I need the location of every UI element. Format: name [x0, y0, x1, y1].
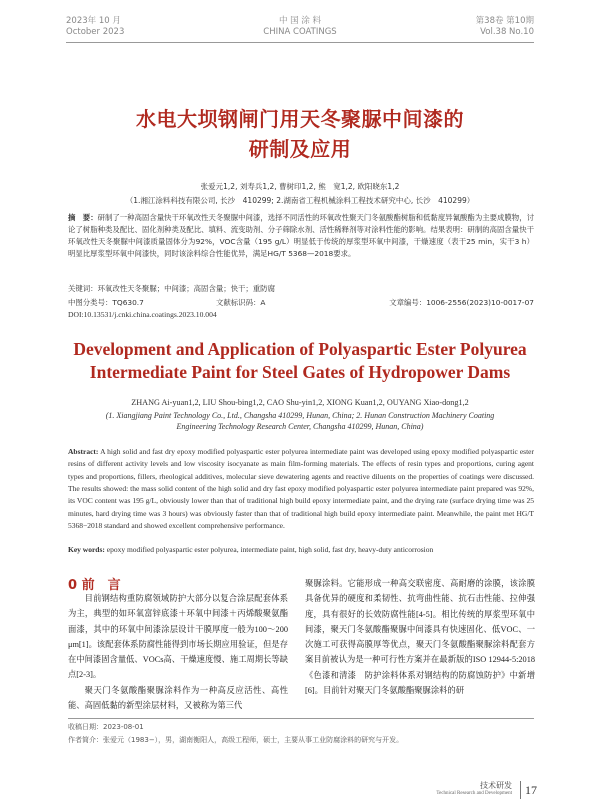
article-no-label: 文章编号：	[389, 298, 427, 307]
en-title-line2: Intermediate Paint for Steel Gates of Hydropower Dams	[89, 362, 511, 382]
cn-affiliation: （1.湘江涂料科技有限公司, 长沙 410299; 2.湖南省工程机械涂料工程技术研究中心, 长沙 410299）	[125, 196, 475, 205]
header-volume	[476, 16, 534, 38]
header-journal-en: CHINA COATINGS	[263, 27, 337, 37]
header-journal-cn: 中 国 涂 料	[278, 16, 322, 26]
clc-value: TQ630.7	[112, 298, 144, 307]
cn-title	[0, 104, 600, 164]
doc-code-field	[216, 297, 265, 308]
paragraph: 目前钢结构重防腐领域防护大部分以复合涂层配套体系为主，典型的如环氧富锌底漆＋环氧中间漆＋丙烯酸聚氨酯面漆，其中的环氧中间漆涂层设计干膜厚度一般为100～200 μm[1]。该配套体系防腐性能得到市场长期应用验证，但是存在中间漆固含量低、VOCs高、干燥速度慢、施工周期长等缺点[2-3]。	[68, 594, 288, 680]
footnote-received: 收稿日期：2023-08-01	[68, 723, 144, 731]
cn-abstract	[68, 212, 534, 260]
cn-keywords-label: 关键词：	[68, 284, 98, 293]
footer-column-en: Technical Research and Development	[436, 791, 512, 796]
body-column-right	[305, 576, 535, 698]
footer-column-cn: 技术研发	[480, 781, 512, 790]
header-rule	[66, 42, 534, 43]
en-affiliation-line2: Engineering Technology Research Center, Changsha 410299, Hunan, China)	[176, 422, 424, 431]
cn-keywords-text: 环氧改性天冬聚脲；中间漆；高固含量；快干；重防腐	[97, 284, 275, 293]
clc-field	[68, 298, 144, 307]
footer-divider	[520, 781, 521, 799]
paragraph: 聚脲涂料。它能形成一种高交联密度、高耐磨的涂膜，该涂膜具备优异的硬度和柔韧性、抗弯曲性能、抗石击性能、拉伸强度，具有很好的长效防腐性能[4-5]。相比传统的厚浆型环氧中间漆，聚天门冬氨酸酯聚脲中间漆具有快速固化、低VOC、一次施工可获得高膜厚等优点，聚天门冬氨酸酯聚脲涂料配套方案目前被认为是一种可行性方案并在最新版的ISO 12944-5:2018《色漆和清漆 防护涂料体系对钢结构的防腐蚀防护》中新增[6]。目前针对聚天门冬氨酸酯聚脲涂料的研	[305, 579, 535, 696]
footnote-author-bio: 作者简介：张爱元（1983−），男，湖南衡阳人，高级工程师，硕士，主要从事工业防腐涂料的研究与开发。	[68, 736, 404, 744]
header-date-en: October 2023	[66, 27, 125, 37]
paragraph: 聚天门冬氨酸酯聚脲涂料作为一种高反应活性、高性能、高固低黏的新型涂层材料，又被称为第三代	[68, 685, 288, 711]
en-keywords-text: epoxy modified polyaspartic ester polyurea, intermediate paint, high solid, fast dry, heavy-duty anticorrosion	[106, 545, 434, 554]
body-column-left	[68, 591, 288, 713]
article-no-field	[389, 297, 534, 308]
cn-authors: 张爱元1,2, 刘寿兵1,2, 曹树印1,2, 熊 宽1,2, 欧阳晓东1,2	[200, 182, 400, 191]
cn-abstract-text: 研制了一种高固含量快干环氧改性天冬聚脲中间漆，选择不同活性的环氧改性聚天门冬氨酸酯树脂和低黏度异氰酸酯为主要成膜物，讨论了树脂种类及配比、固化剂种类及配比、填料、流变助剂、分子筛除水剂、活性稀释剂等对涂料性能的影响。结果表明：研制的高固含量快干环氧改性天冬聚脲中间漆质量固体分为92%，VOC含量（195 g/L）明显低于传统的厚浆型环氧中间漆，干燥速度（表干25 min，实干3 h）明显比厚浆型环氧中间漆快，同时该涂料综合性能优异，满足HG/T 5368—2018要求。	[68, 213, 534, 259]
section-title: 0 前 言	[68, 578, 121, 593]
doc-code-value: A	[260, 298, 266, 307]
cn-meta-row	[68, 297, 534, 308]
en-affiliation-line1: (1. Xiangjiang Paint Technology Co., Ltd., Changsha 410299, Hunan, China; 2. Hunan Construction Machinery Coating	[105, 411, 495, 420]
en-authors: ZHANG Ai-yuan1,2, LIU Shou-bing1,2, CAO Shu-yin1,2, XIONG Kuan1,2, OUYANG Xiao-dong1,2	[131, 398, 469, 407]
clc-label: 中图分类号：	[68, 298, 113, 307]
en-abstract-text: A high solid and fast dry epoxy modified polyaspartic ester polyurea intermediate paint was developed using epoxy modified polyaspartic ester resins of different activity levels and low viscosity isocyanate as main film-forming materials. The effects of resin types and proportions, curing agent types and proportions, fillers, rheological additives, molecular sieve dewatering agents and reactive diluents on the properties of coatings were discussed. The results showed: the mass solid content of the high solid and dry fast epoxy modified polyaspartic ester polyurea intermediate paint prepared was 92%, its VOC content was 195 g/L, obviously lower than that of traditional high build epoxy intermediate paint, and the drying rate (surface drying time was 25 minutes, hard drying time was 3 hours) was obviously faster than that of traditional high build epoxy intermediate paint. Meanwhile, the paint met HG/T 5368−2018 standard and showed excellent comprehensive performance.	[68, 447, 535, 531]
footnote-rule	[68, 718, 534, 719]
header-volume-cn: 第38卷 第10期	[475, 16, 534, 26]
article-no-value: 1006-2556(2023)10-0017-07	[426, 298, 534, 307]
header-date-cn: 2023年 10 月	[66, 16, 121, 26]
en-title-line1: Development and Application of Polyaspartic Ester Polyurea	[73, 339, 527, 359]
cn-abstract-label: 摘 要：	[68, 213, 98, 222]
en-keywords-label: Key words:	[68, 545, 105, 554]
cn-keywords	[68, 283, 534, 294]
en-abstract-label: Abstract:	[68, 447, 99, 456]
cn-title-line2: 研制及应用	[248, 137, 352, 161]
header-volume-en: Vol.38 No.10	[480, 27, 534, 37]
doc-code-label: 文献标识码：	[216, 298, 261, 307]
en-affiliation	[0, 410, 600, 432]
en-keywords	[68, 545, 534, 554]
en-title	[0, 338, 600, 384]
doi: DOI:10.13531/j.cnki.china.coatings.2023.10.004	[68, 310, 217, 319]
cn-title-line1: 水电大坝钢闸门用天冬聚脲中间漆的	[136, 107, 464, 131]
en-abstract	[68, 446, 534, 532]
page-number: 17	[525, 783, 537, 797]
